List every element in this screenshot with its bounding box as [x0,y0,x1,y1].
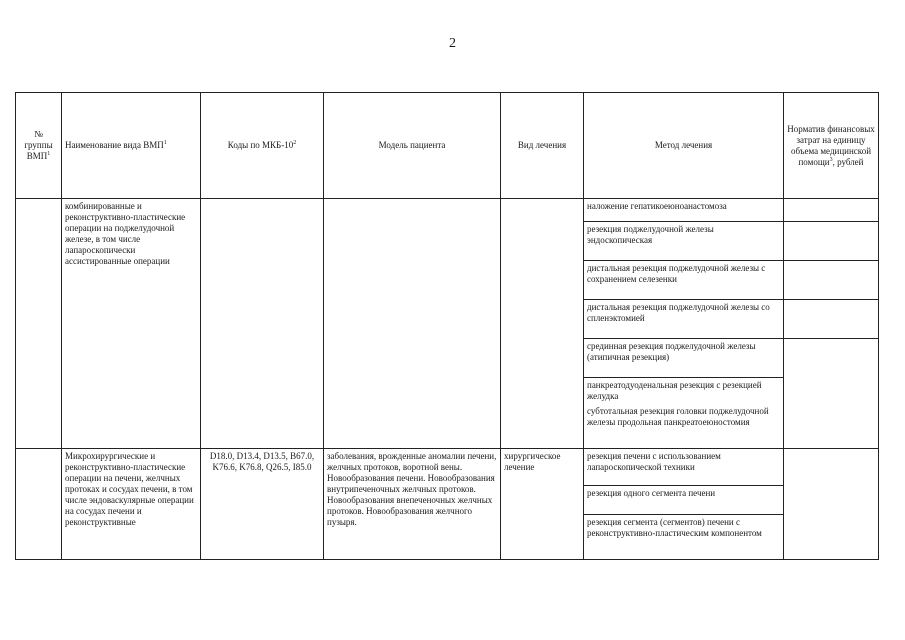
patient-model-cell: заболевания, врожденные аномалии печени, желчных протоков, воротной вены. Новообразования печени. Новообразования внутрипеченочных желчных протоков. Новообразования внепеченочных желчных протоков. Новообразования желчного пузыря. [324,449,501,560]
norm-cell [784,199,879,222]
method-cell: дистальная резекция поджелудочной железы с сохранением селезенки [584,261,784,300]
norm-cell [784,449,879,560]
method-cell: срединная резекция поджелудочной железы (атипичная резекция) [584,339,784,378]
method-cell: наложение гепатикоеюноанастомоза [584,199,784,222]
method-cell: резекция печени с использованием лапароскопической техники [584,449,784,486]
method-cell: субтотальная резекция головки поджелудочной железы продольная панкреатоеюностомия [584,404,784,449]
vmp-name-cell: Микрохирургические и реконструктивно-пластические операции на печени, желчных протоках и сосудах печени, в том числе эндоваскулярные операции на сосудах печени и реконструктивные [62,449,201,560]
method-cell: резекция одного сегмента печени [584,486,784,515]
table-row [16,449,879,486]
method-cell: дистальная резекция поджелудочной железы со спленэктомией [584,300,784,339]
norm-cell [784,222,879,261]
treatment-type-cell [501,199,584,449]
method-cell: панкреатодуоденальная резекция с резекцией желудка [584,378,784,405]
vmp-name-cell: комбинированные и реконструктивно-пластические операции на поджелудочной железе, в том числе лапароскопически ассистированные операции [62,199,201,449]
header-icd-codes: Коды по МКБ-$10^2$ [201,93,324,199]
patient-model-cell [324,199,501,449]
header-vmp-name: Наименование вида ВМП$^1$ [62,93,201,199]
vmp-table [15,92,879,560]
header-financial-norm: Норматив финансовых затрат на единицу объема медицинской помощи$^3$, рублей [784,93,879,199]
method-cell: резекция сегмента (сегментов) печени с реконструктивно-пластическим компонентом [584,515,784,560]
norm-cell [784,300,879,339]
header-group-number: № группы ВМП$^1$ [16,93,62,199]
method-cell: резекция поджелудочной железы эндоскопическая [584,222,784,261]
table-row [16,199,879,222]
page-number: 2 [449,36,456,51]
header-treatment-method: Метод лечения [584,93,784,199]
treatment-type-cell: хирургическое лечение [501,449,584,560]
norm-cell [784,339,879,449]
icd-codes-cell: D18.0, D13.4, D13.5, B67.0, K76.6, K76.8, Q26.5, I85.0 [201,449,324,560]
group-number-cell [16,199,62,449]
header-treatment-type: Вид лечения [501,93,584,199]
norm-cell [784,261,879,300]
icd-codes-cell [201,199,324,449]
header-patient-model: Модель пациента [324,93,501,199]
header-row [16,93,879,199]
group-number-cell [16,449,62,560]
